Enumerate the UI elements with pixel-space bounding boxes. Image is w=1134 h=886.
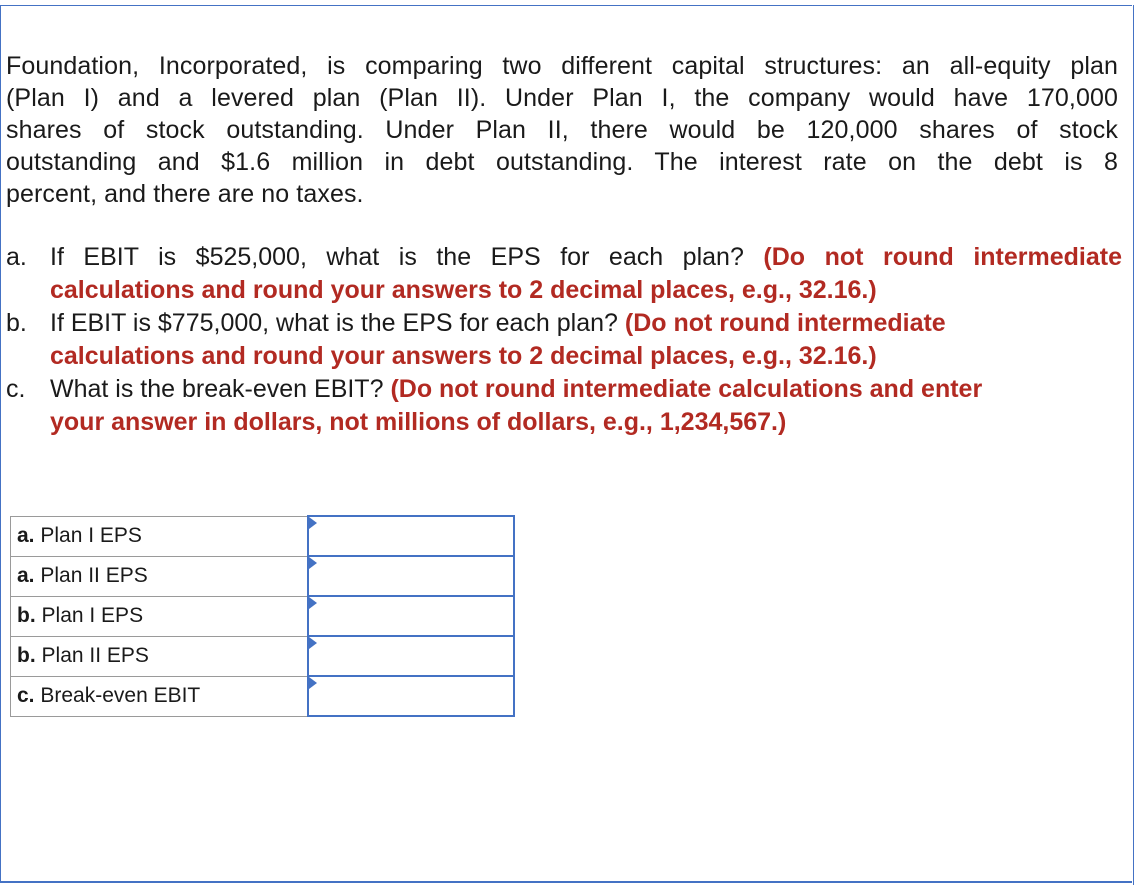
intro-line: Foundation, Incorporated, is comparing two different capital structures: an all-equity plan — [6, 52, 1118, 80]
answer-row — [11, 596, 514, 636]
answer-label — [11, 596, 308, 636]
question-line — [50, 274, 1122, 307]
question-a — [6, 241, 1122, 307]
question-b — [6, 307, 1122, 373]
question-line — [50, 307, 1122, 340]
input-marker-icon — [309, 637, 317, 649]
answer-label-text: Plan II EPS — [41, 644, 149, 667]
question-text: If EBIT is $775,000, what is the EPS for each plan? — [50, 309, 625, 337]
question-letter: b. — [6, 309, 27, 337]
question-list — [6, 241, 1122, 439]
answer-prefix: c. — [17, 684, 35, 707]
answer-label — [11, 516, 308, 556]
question-line — [50, 373, 1122, 406]
plan-2-eps-b-input[interactable] — [309, 638, 513, 674]
question-letter: c. — [6, 375, 26, 403]
answer-label — [11, 676, 308, 716]
question-line — [50, 241, 1122, 274]
answer-label-text: Break-even EBIT — [40, 684, 201, 707]
input-marker-icon — [309, 517, 317, 529]
plan-1-eps-b-input[interactable] — [309, 598, 513, 634]
intro-line: shares of stock outstanding. Under Plan II, there would be 120,000 shares of stock — [6, 116, 1118, 144]
question-text: What is the break-even EBIT? — [50, 375, 391, 403]
answer-cell — [308, 676, 514, 716]
input-marker-icon — [309, 677, 317, 689]
answer-cell — [308, 556, 514, 596]
answer-prefix: b. — [17, 604, 36, 627]
question-instruction: (Do not round intermediate — [624, 309, 946, 337]
answer-cell — [308, 636, 514, 676]
intro-line: outstanding and $1.6 million in debt outstanding. The interest rate on the debt is 8 — [6, 148, 1118, 176]
question-text: If EBIT is $525,000, what is the EPS for each plan? — [50, 243, 764, 271]
answer-label — [11, 636, 308, 676]
question-instruction: (Do not round intermediate calculations and enter — [390, 375, 983, 403]
answer-label-text: Plan II EPS — [40, 564, 148, 587]
answer-label — [11, 556, 308, 596]
intro-line: percent, and there are no taxes. — [6, 180, 364, 208]
question-line — [50, 406, 1122, 439]
answer-cell — [308, 596, 514, 636]
answer-cell — [308, 516, 514, 556]
answer-row — [11, 556, 514, 596]
answer-label-text: Plan I EPS — [40, 524, 142, 547]
answer-prefix: a. — [17, 524, 35, 547]
plan-2-eps-a-input[interactable] — [309, 558, 513, 594]
question-letter: a. — [6, 243, 27, 271]
plan-1-eps-a-input[interactable] — [309, 518, 513, 554]
intro-line: (Plan I) and a levered plan (Plan II). Under Plan I, the company would have 170,000 — [6, 84, 1118, 112]
break-even-ebit-input[interactable] — [309, 678, 513, 714]
question-instruction: calculations and round your answers to 2 decimal places, e.g., 32.16.) — [50, 276, 877, 304]
question-instruction: your answer in dollars, not millions of dollars, e.g., 1,234,567.) — [50, 408, 787, 436]
input-marker-icon — [309, 557, 317, 569]
problem-statement — [6, 50, 1118, 210]
answer-row — [11, 676, 514, 716]
question-c — [6, 373, 1122, 439]
question-line — [50, 340, 1122, 373]
answer-row — [11, 636, 514, 676]
answer-prefix: a. — [17, 564, 35, 587]
answer-row — [11, 516, 514, 556]
question-instruction: calculations and round your answers to 2 decimal places, e.g., 32.16.) — [50, 342, 877, 370]
input-marker-icon — [309, 597, 317, 609]
answer-table — [10, 515, 515, 717]
answer-prefix: b. — [17, 644, 36, 667]
answer-label-text: Plan I EPS — [41, 604, 144, 627]
question-instruction: (Do not round intermediate — [763, 243, 1122, 271]
